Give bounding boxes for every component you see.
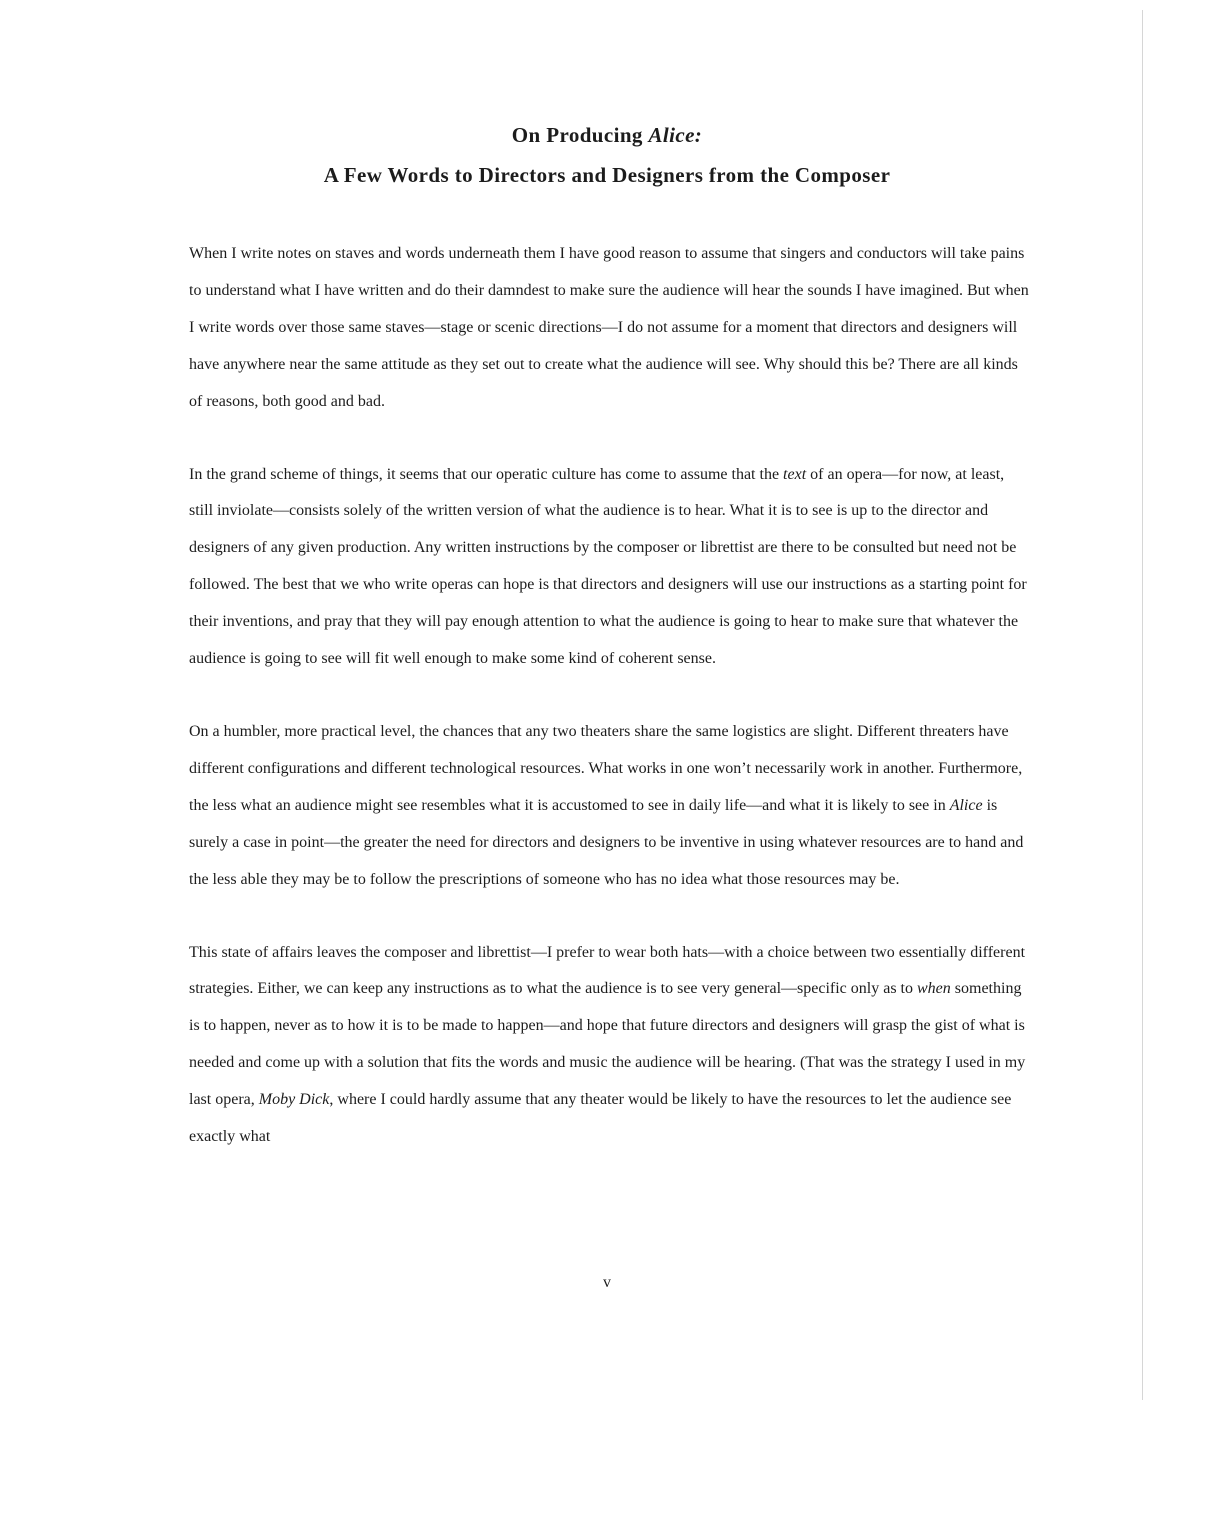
page-subtitle: A Few Words to Directors and Designers from the Composer [323, 163, 891, 187]
paragraph-2 [189, 457, 1029, 678]
page-number: v [603, 1274, 611, 1291]
paragraph-2-italic-text: text [783, 465, 807, 483]
paragraph-4-part3: , where I could hardly assume that any theater would be likely to have the resources to let the audience see exactly what [189, 1091, 1012, 1146]
paragraph-3-part2: is surely a case in point—the greater the need for directors and designers to be inventive in using whatever resources are to hand and the less able they may be to follow the prescriptions of someone who has no idea what those resources may be. [189, 796, 1024, 888]
title-block [0, 118, 1214, 192]
body-text [189, 236, 1029, 1192]
paragraph-4-italic-when: when [917, 980, 951, 998]
title-italic-alice: Alice: [648, 123, 703, 147]
paragraph-4-italic-moby-dick: Moby Dick [258, 1091, 330, 1109]
paragraph-1-text: When I write notes on staves and words underneath them I have good reason to assume that singers and conductors will take pains to understand what I have written and do their damndest to make sure the audience will hear the sounds I have imagined. But when I write words over those same staves—stage or scenic directions—I do not assume for a moment that directors and designers will have anywhere near the same attitude as they set out to create what the audience will see. Why should this be? There are all kinds of reasons, both good and bad. [189, 245, 1029, 410]
paragraph-3 [189, 714, 1029, 899]
paragraph-2-part2: of an opera—for now, at least, still inviolate—consists solely of the written version of what the audience is to hear. What it is to see is up to the director and designers of any given production. Any written instructions by the composer or librettist are there to be consulted but need not be followed. The best that we who write operas can hope is that directors and designers will use our instructions as a starting point for their inventions, and pray that they will pay enough attention to what the audience is going to hear to make sure that whatever the audience is going to see will fit well enough to make some kind of coherent sense. [189, 465, 1027, 668]
paragraph-3-italic-alice: Alice [949, 796, 983, 814]
scan-edge-line [1142, 10, 1143, 1400]
title-prefix: On Producing [511, 123, 649, 147]
paragraph-4 [189, 935, 1029, 1156]
paragraph-4-part2: something is to happen, never as to how it is to be made to happen—and hope that future directors and designers will grasp the gist of what is needed and come up with a solution that fits the words and music the audience will be hearing. (That was the strategy I used in my last opera, [189, 980, 1026, 1109]
paragraph-4-part1: This state of affairs leaves the composer and librettist—I prefer to wear both hats—with a choice between two essentially different strategies. Either, we can keep any instructions as to what the audience is to see very general—specific only as to [189, 943, 1026, 998]
paragraph-1 [189, 236, 1029, 421]
page-title [0, 118, 1214, 152]
paragraph-2-part1: In the grand scheme of things, it seems that our operatic culture has come to assume that the [189, 465, 784, 483]
paragraph-3-part1: On a humbler, more practical level, the chances that any two theaters share the same logistics are slight. Different threaters have different configurations and different technological resources. What works in one won’t necessarily work in another. Furthermore, the less what an audience might see resembles what it is accustomed to see in daily life—and what it is likely to see in [189, 722, 1023, 814]
